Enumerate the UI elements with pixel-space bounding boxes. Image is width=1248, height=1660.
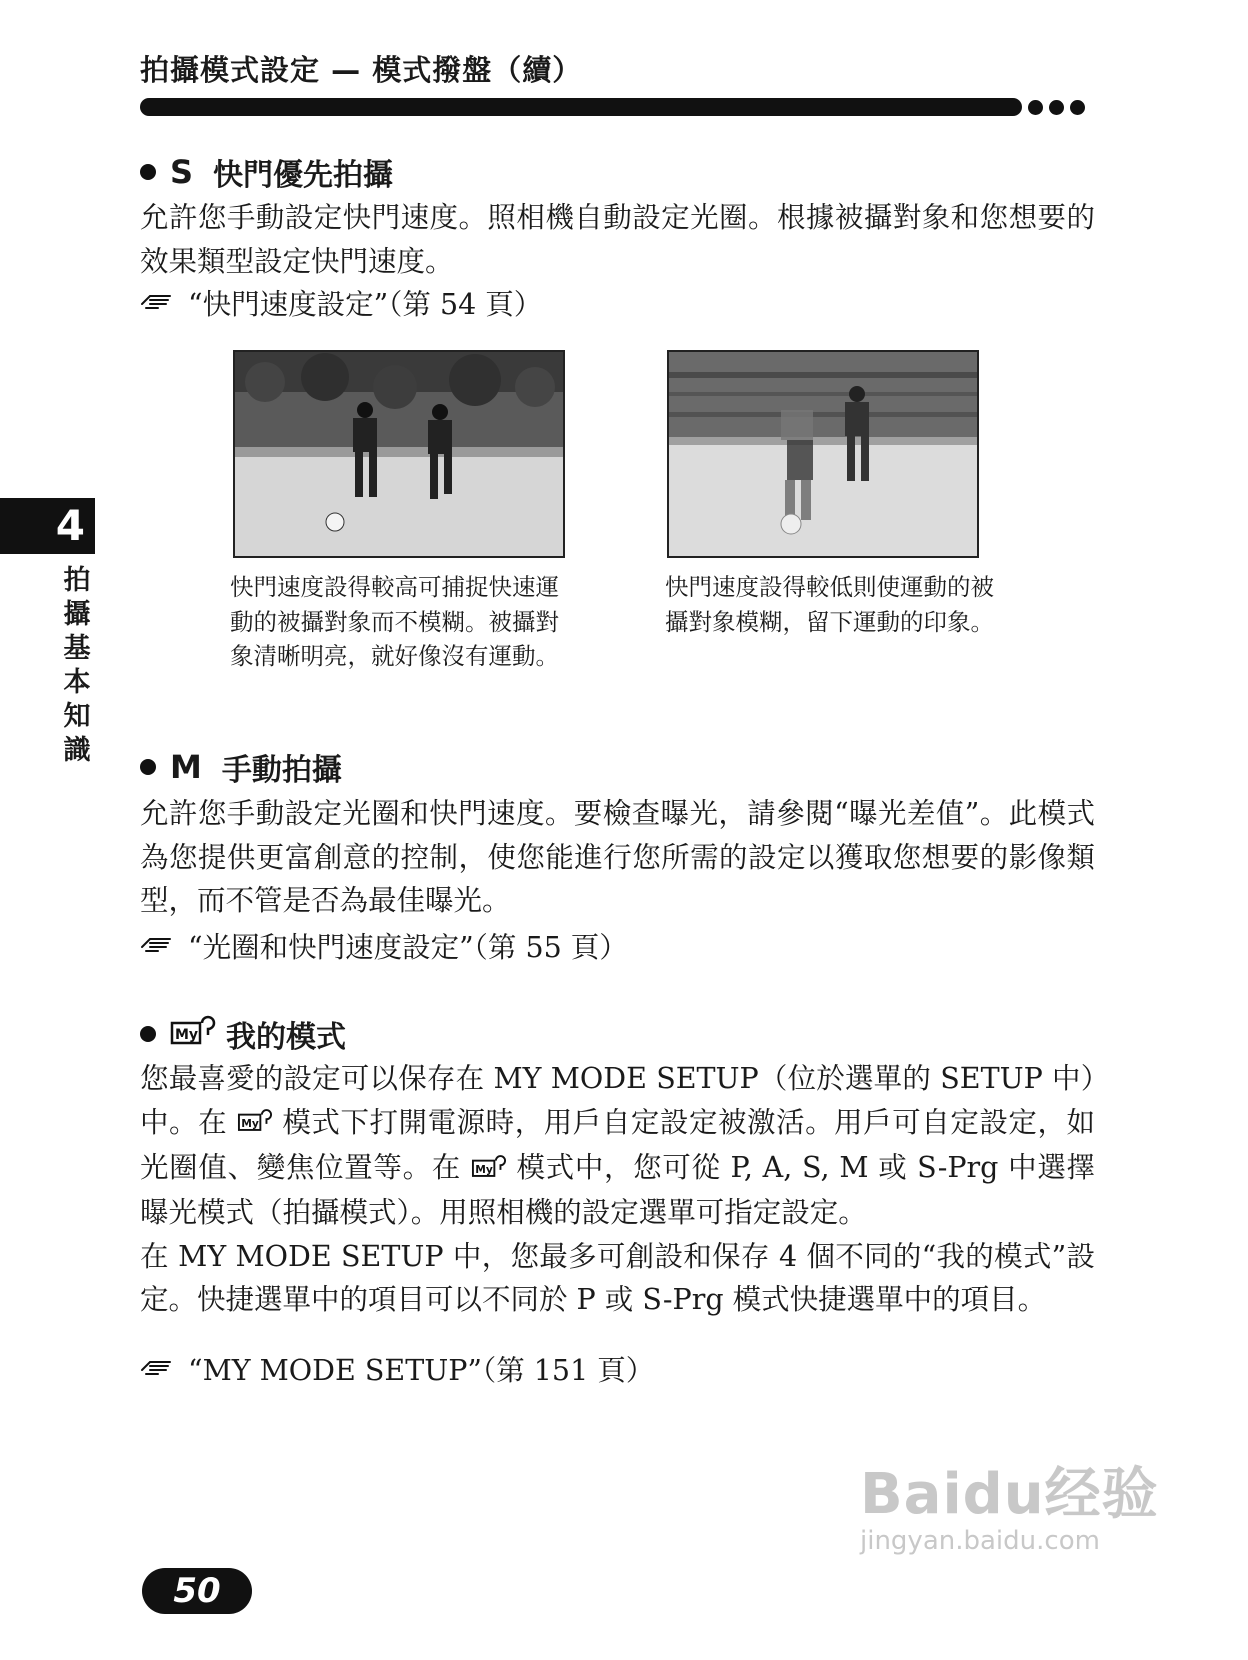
watermark-url: jingyan.baidu.com <box>860 1526 1100 1556</box>
pointing-hand-icon <box>140 286 176 319</box>
page-number: 50 <box>142 1568 252 1614</box>
reference-s <box>140 282 542 323</box>
section-body-my-mode <box>140 1057 1095 1322</box>
section-body-s: 允許您手動設定快門速度。照相機自動設定光圈。根據被攝對象和您想要的效果類型設定快門速度。 <box>140 201 1095 278</box>
my-mode-text-part: 模式下打開電源時，用戶自定設定被激活。用戶可自定設定，如光圈值、變焦位置等。在 <box>140 1105 1095 1184</box>
my-mode-text-part: 模式中，您可從 P, A, S, M 或 S-Prg 中選擇曝光模式（拍攝模式）。用照相機的設定選單可指定設定。 <box>140 1150 1096 1229</box>
photo-fast-shutter <box>233 350 565 558</box>
mode-letter: S <box>170 153 194 191</box>
my-mode-icon <box>170 1013 216 1055</box>
caption-fast-shutter: 快門速度設得較高可捕捉快速運動的被攝對象而不模糊。被攝對象清晰明亮，就好像沒有運動。 <box>230 573 559 670</box>
section-title: 手動拍攝 <box>221 753 342 788</box>
reference-link[interactable]: “MY MODE SETUP”（第 151 頁） <box>188 1354 655 1387</box>
header-rule <box>140 98 1022 116</box>
my-mode-text-part: 您最喜愛的設定可以保存在 MY MODE SETUP（位於選單的 SETUP 中）中。在 <box>140 1062 1095 1139</box>
bullet-icon <box>140 1026 156 1042</box>
pointing-hand-icon <box>140 1352 176 1385</box>
section-body-m: 允許您手動設定光圈和快門速度。要檢查曝光，請參閱“曝光差值”。此模式為您提供更富創意的控制，使您能進行您所需的設定以獲取您想要的影像類型，而不管是否為最佳曝光。 <box>140 797 1095 917</box>
watermark <box>860 1450 1159 1556</box>
watermark-logo: Baidu经验 <box>860 1462 1159 1527</box>
my-mode-icon <box>471 1148 507 1192</box>
section-title: 我的模式 <box>226 1020 346 1055</box>
bullet-icon <box>140 164 156 180</box>
pointing-hand-icon <box>140 929 176 962</box>
section-title: 快門優先拍攝 <box>213 158 394 193</box>
bullet-icon <box>140 759 156 775</box>
svg-text:My: My <box>175 1027 199 1043</box>
caption-slow-shutter: 快門速度設得較低則使運動的被攝對象模糊，留下運動的印象。 <box>665 573 994 636</box>
svg-text:My: My <box>240 1117 259 1131</box>
chapter-title-vertical: 拍攝基本知識 <box>63 565 91 766</box>
chapter-number-tab: 4 <box>0 498 95 554</box>
header-dots <box>1028 100 1085 115</box>
section-heading-my-mode <box>140 1012 346 1056</box>
section-heading-m <box>140 745 342 789</box>
mode-letter: M <box>170 748 202 786</box>
reference-m <box>140 925 628 966</box>
svg-text:My: My <box>474 1162 493 1176</box>
reference-link[interactable]: “光圈和快門速度設定”（第 55 頁） <box>188 931 628 964</box>
reference-my-mode <box>140 1348 654 1389</box>
my-mode-icon <box>237 1102 273 1146</box>
reference-link[interactable]: “快門速度設定”（第 54 頁） <box>188 288 543 321</box>
photo-slow-shutter <box>667 350 979 558</box>
section-heading-s <box>140 150 393 194</box>
my-mode-paragraph-2: 在 MY MODE SETUP 中，您最多可創設和保存 4 個不同的“我的模式”設定。快捷選單中的項目可以不同於 P 或 S-Prg 模式快捷選單中的項目。 <box>140 1239 1095 1316</box>
page-title: 拍攝模式設定 — 模式撥盤（續） <box>140 53 583 87</box>
